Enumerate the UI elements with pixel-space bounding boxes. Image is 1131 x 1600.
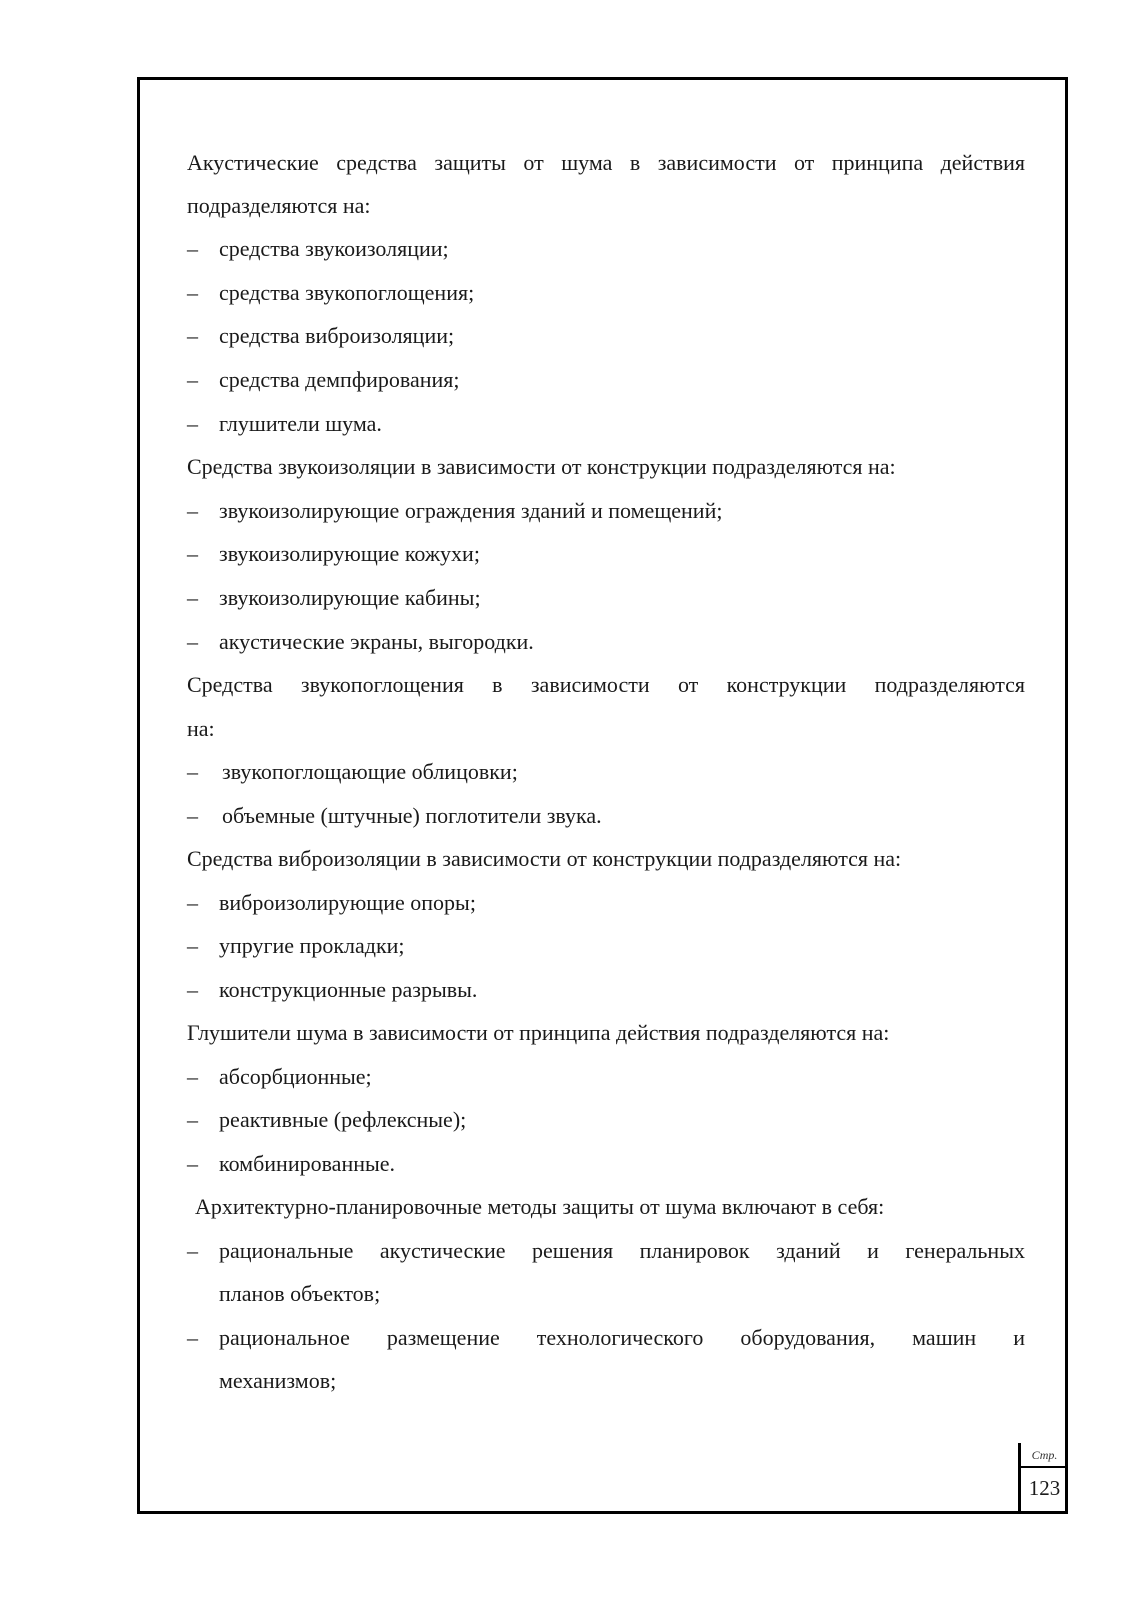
list-item-text: глушители шума.: [219, 411, 382, 436]
dash-marker: –: [187, 585, 198, 610]
dash-marker: –: [187, 1107, 198, 1132]
page-number: 123: [1028, 1476, 1061, 1500]
paragraph-sound-absorption-cont: на:: [187, 716, 215, 741]
list-item-text: упругие прокладки;: [219, 933, 405, 958]
list-item-text: звукоизолирующие кабины;: [219, 585, 481, 610]
list-item-continuation: планов объектов;: [219, 1281, 381, 1306]
page-number-stamp: [1018, 1443, 1068, 1514]
list-item-text: реактивные (рефлексные);: [219, 1107, 467, 1132]
paragraph-soundproofing: Средства звукоизоляции в зависимости от конструкции подразделяются на:: [187, 454, 896, 479]
dash-marker: –: [187, 541, 198, 566]
dash-marker: –: [187, 1064, 198, 1089]
list-item-text: средства звукопоглощения;: [219, 280, 475, 305]
list-item-text: звукоизолирующие кожухи;: [219, 541, 480, 566]
dash-marker: –: [187, 933, 198, 958]
dash-marker: –: [187, 280, 198, 305]
dash-marker: –: [187, 498, 198, 523]
list-item-text: средства демпфирования;: [219, 367, 460, 392]
dash-marker: –: [187, 629, 198, 654]
list-item-text: рациональные акустические решения планировок зданий и генеральных: [219, 1238, 1025, 1263]
dash-marker: –: [187, 759, 198, 784]
dash-marker: –: [187, 236, 198, 261]
list-item-text: виброизолирующие опоры;: [219, 890, 476, 915]
dash-marker: –: [187, 323, 198, 348]
list-item-text: средства виброизоляции;: [219, 323, 455, 348]
paragraph-vibration-isolation: Средства виброизоляции в зависимости от конструкции подразделяются на:: [187, 846, 902, 871]
list-item-text: абсорбционные;: [219, 1064, 372, 1089]
dash-marker: –: [187, 1238, 198, 1263]
paragraph-sound-absorption: Средства звукопоглощения в зависимости от конструкции подразделяются: [187, 672, 1025, 697]
stamp-label: Стр.: [1021, 1443, 1068, 1468]
list-item-text: акустические экраны, выгородки.: [219, 629, 534, 654]
dash-marker: –: [187, 890, 198, 915]
dash-marker: –: [187, 803, 198, 828]
list-item-text: объемные (штучные) поглотители звука.: [222, 803, 602, 828]
paragraph-mufflers: Глушители шума в зависимости от принципа действия подразделяются на:: [187, 1020, 890, 1045]
dash-marker: –: [187, 1325, 198, 1350]
dash-marker: –: [187, 1151, 198, 1176]
list-item-text: звукоизолирующие ограждения зданий и помещений;: [219, 498, 723, 523]
dash-marker: –: [187, 977, 198, 1002]
list-item-text: звукопоглощающие облицовки;: [222, 759, 518, 784]
paragraph-acoustic-means: Акустические средства защиты от шума в зависимости от принципа действия: [187, 150, 1025, 175]
list-item-text: средства звукоизоляции;: [219, 236, 449, 261]
list-item-text: комбинированные.: [219, 1151, 396, 1176]
dash-marker: –: [187, 411, 198, 436]
paragraph-architectural-methods: Архитектурно-планировочные методы защиты от шума включают в себя:: [195, 1194, 885, 1219]
dash-marker: –: [187, 367, 198, 392]
paragraph-acoustic-means-cont: подразделяются на:: [187, 193, 371, 218]
list-item-text: конструкционные разрывы.: [219, 977, 478, 1002]
list-item-text: рациональное размещение технологического оборудования, машин и: [219, 1325, 1025, 1350]
list-item-continuation: механизмов;: [219, 1368, 337, 1393]
